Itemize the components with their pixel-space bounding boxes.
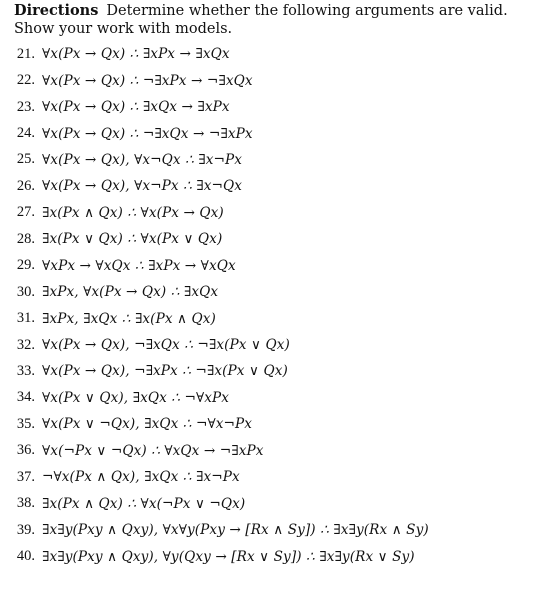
problem-formula: ∃x(Px ∧ Qx) ∴ ∀x(Px → Qx) [42, 204, 224, 221]
problem-number: 39. [16, 521, 35, 538]
problem-number: 40. [16, 548, 35, 565]
problem-formula: ∀x(¬Px ∨ ¬Qx) ∴ ∀xQx → ¬∃xPx [42, 442, 264, 459]
problem-item [0, 173, 540, 199]
problem-formula: ∀x(Px → Qx), ¬∃xQx ∴ ¬∃x(Px ∨ Qx) [42, 337, 290, 354]
problem-formula: ∃x(Px ∨ Qx) ∴ ∀x(Px ∨ Qx) [42, 231, 223, 248]
problem-number: 25. [16, 151, 35, 168]
problem-number: 21. [16, 45, 35, 62]
problem-number: 34. [16, 389, 35, 406]
problem-formula: ∃x∃y(Pxy ∧ Qxy), ∀y(Qxy → [Rx ∨ Sy]) ∴ ∃x∃y(Rx ∨ Sy) [42, 548, 415, 565]
problem-number: 26. [16, 177, 35, 194]
problem-formula: ∀x(Px → Qx), ∀x¬Px ∴ ∃x¬Qx [42, 178, 242, 195]
problem-number: 22. [16, 72, 35, 89]
problem-list [0, 41, 540, 570]
problem-item [0, 332, 540, 358]
problem-item [0, 490, 540, 516]
problem-item [0, 358, 540, 384]
problem-item [0, 253, 540, 279]
problem-item [0, 305, 540, 331]
problem-formula: ∀x(Px → Qx) ∴ ∃xQx → ∃xPx [42, 99, 230, 116]
problem-number: 33. [16, 362, 35, 379]
problem-item [0, 200, 540, 226]
problem-item [0, 147, 540, 173]
problem-item [0, 279, 540, 305]
problem-formula: ∀x(Px ∨ Qx), ∃xQx ∴ ¬∀xPx [42, 389, 230, 406]
problem-item [0, 464, 540, 490]
problem-formula: ∀x(Px → Qx) ∴ ¬∃xPx → ¬∃xQx [42, 72, 253, 89]
directions-paragraph [14, 2, 530, 38]
problem-item [0, 120, 540, 146]
problem-formula: ∀x(Px → Qx) ∴ ∃xPx → ∃xQx [42, 46, 230, 63]
directions-text: Determine whether the following arguments are valid. Show your work with models. [14, 3, 508, 37]
problem-formula: ∀x(Px → Qx) ∴ ¬∃xQx → ¬∃xPx [42, 125, 253, 142]
problem-number: 28. [16, 230, 35, 247]
problem-item [0, 543, 540, 569]
problem-item [0, 94, 540, 120]
problem-number: 31. [16, 310, 35, 327]
problem-number: 35. [16, 415, 35, 432]
problem-item [0, 385, 540, 411]
problem-formula: ∃xPx, ∀x(Px → Qx) ∴ ∃xQx [42, 284, 219, 301]
problem-number: 32. [16, 336, 35, 353]
problem-formula: ∃x∃y(Pxy ∧ Qxy), ∀x∀y(Pxy → [Rx ∧ Sy]) ∴ ∃x∃y(Rx ∧ Sy) [42, 522, 429, 539]
problem-item [0, 411, 540, 437]
directions-heading: Directions [14, 2, 99, 19]
problem-formula: ∀x(Px → Qx), ∀x¬Qx ∴ ∃x¬Px [42, 151, 242, 168]
problem-item [0, 226, 540, 252]
problem-number: 29. [16, 257, 35, 274]
problem-item [0, 517, 540, 543]
problem-number: 27. [16, 204, 35, 221]
problem-item [0, 438, 540, 464]
problem-number: 38. [16, 495, 35, 512]
problem-item [0, 41, 540, 67]
problem-item [0, 67, 540, 93]
problem-number: 24. [16, 125, 35, 142]
problem-number: 30. [16, 283, 35, 300]
problem-formula: ∀xPx → ∀xQx ∴ ∃xPx → ∀xQx [42, 257, 236, 274]
problem-formula: ∃x(Px ∧ Qx) ∴ ∀x(¬Px ∨ ¬Qx) [42, 495, 246, 512]
problem-formula: ∀x(Px → Qx), ¬∃xPx ∴ ¬∃x(Px ∨ Qx) [42, 363, 288, 380]
problem-number: 37. [16, 468, 35, 485]
problem-formula: ∃xPx, ∃xQx ∴ ∃x(Px ∧ Qx) [42, 310, 216, 327]
problem-formula: ∀x(Px ∨ ¬Qx), ∃xQx ∴ ¬∀x¬Px [42, 416, 253, 433]
problem-number: 23. [16, 98, 35, 115]
problem-formula: ¬∀x(Px ∧ Qx), ∃xQx ∴ ∃x¬Px [42, 469, 240, 486]
problem-number: 36. [16, 442, 35, 459]
